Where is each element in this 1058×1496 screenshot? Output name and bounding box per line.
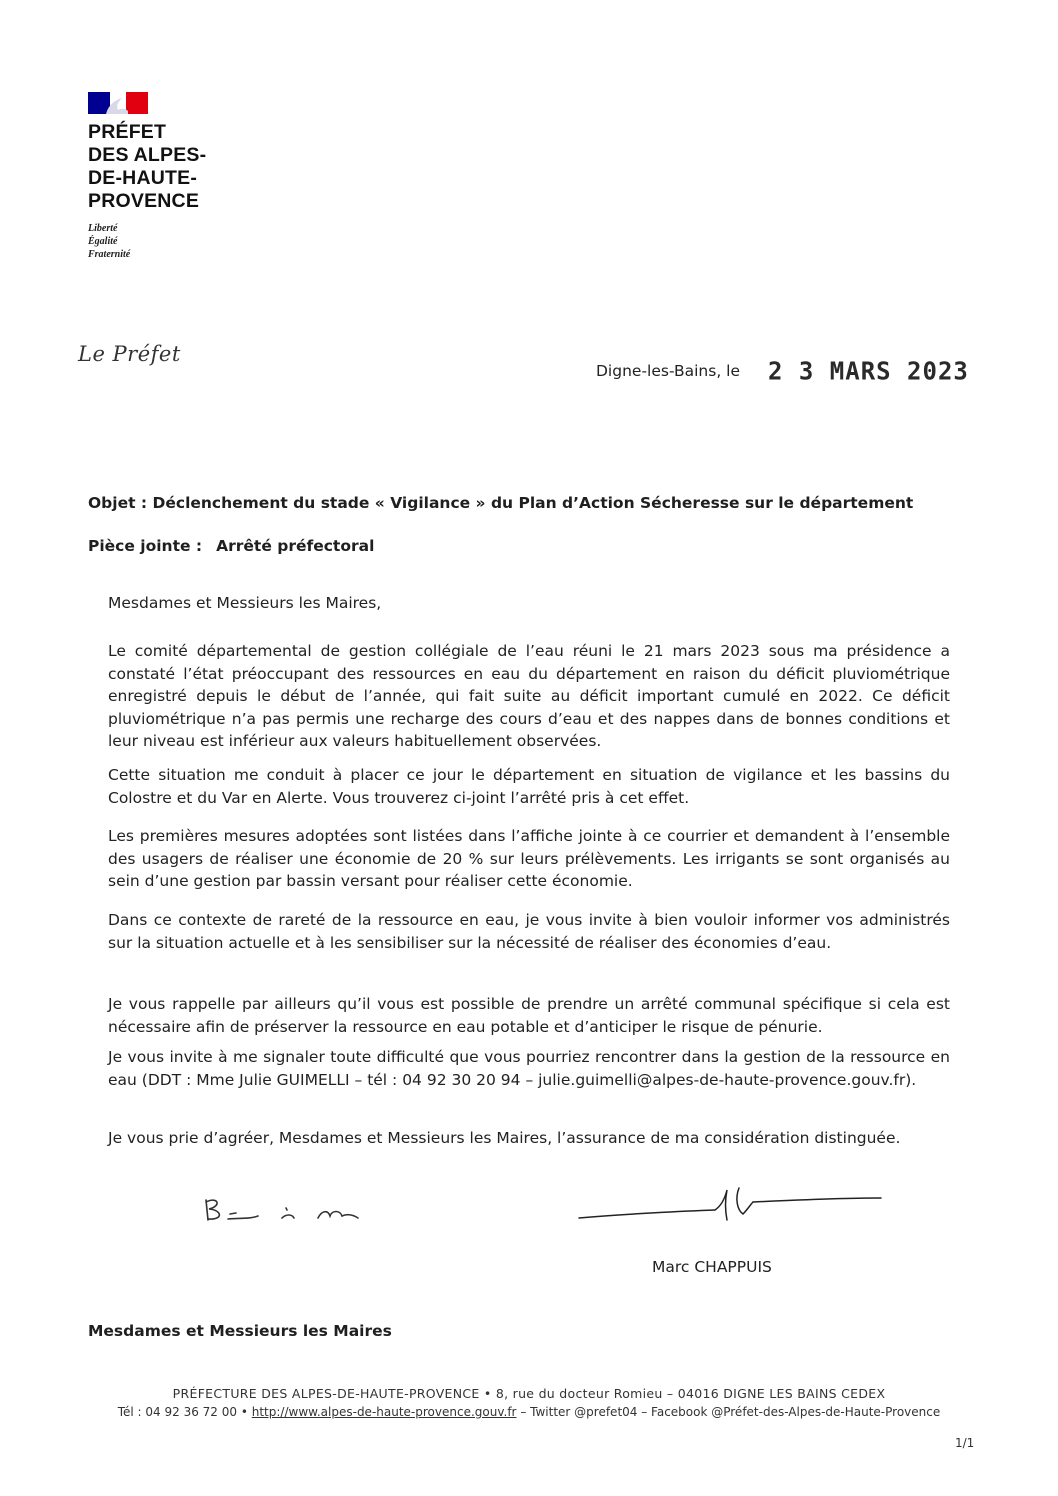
date-stamp: 2 3 MARS 2023 xyxy=(768,356,969,386)
body-paragraph: Je vous rappelle par ailleurs qu’il vous est possible de prendre un arrêté communal spécifique si cela est nécessaire afin de préserver la ressource en eau potable et d’anticiper le risque de pénurie. xyxy=(108,995,950,1036)
marianne-flag-logo xyxy=(88,92,148,114)
footer-website-link[interactable]: http://www.alpes-de-haute-provence.gouv.fr xyxy=(251,1405,517,1419)
footer-contact xyxy=(0,1405,1058,1419)
footer-address: PRÉFECTURE DES ALPES-DE-HAUTE-PROVENCE • 8, rue du docteur Romieu – 04016 DIGNE LES BAINS CEDEX xyxy=(172,1386,886,1401)
org-line: DES ALPES- xyxy=(88,144,207,166)
attachment-value: Arrêté préfectoral xyxy=(216,537,375,555)
prefecture-name xyxy=(88,121,206,213)
attachment-line xyxy=(88,537,374,555)
body-paragraph: Les premières mesures adoptées sont listées dans l’affiche jointe à ce courrier et demandent à l’ensemble des usagers de réaliser une économie de 20 % sur leurs prélèvements. Les irrigants se sont organisés au sein d’une gestion par bassin versant pour réaliser cette économie. xyxy=(108,827,950,890)
body-paragraph: Je vous invite à me signaler toute difficulté que vous pourriez rencontrer dans la gestion de la ressource en eau (DDT : Mme Julie GUIMELLI – tél : 04 92 30 20 94 – julie.guimelli@alpes-de-haute-provence.gouv.fr). xyxy=(108,1048,950,1089)
subject-line: Objet : Déclenchement du stade « Vigilance » du Plan d’Action Sécheresse sur le département xyxy=(88,494,914,512)
body-paragraph: Le comité départemental de gestion collégiale de l’eau réuni le 21 mars 2023 sous ma présidence a constaté l’état préoccupant des ressources en eau du département en raison du déficit pluviométrique enregistré depuis le début de l’année, qui fait suite au déficit important cumulé en 2022. Ce déficit pluviométrique n’a pas permis une recharge des cours d’eau et des nappes dans de bonnes conditions et leur niveau est inférieur aux valeurs habituellement observées. xyxy=(108,642,950,750)
motto-line: Liberté xyxy=(88,223,118,234)
footer-social: – Twitter @prefet04 – Facebook @Préfet-des-Alpes-de-Haute-Provence xyxy=(520,1405,941,1419)
place-label: Digne-les-Bains, le xyxy=(596,362,741,380)
motto-line: Fraternité xyxy=(88,249,131,260)
republic-motto xyxy=(88,222,130,261)
org-line: PROVENCE xyxy=(88,190,200,212)
signer-name: Marc CHAPPUIS xyxy=(652,1258,772,1276)
recipient-line: Mesdames et Messieurs les Maires xyxy=(88,1322,392,1340)
signature xyxy=(575,1184,885,1228)
org-line: PRÉFET xyxy=(88,121,167,143)
page-number: 1/1 xyxy=(955,1436,975,1450)
body-paragraph: Dans ce contexte de rareté de la ressource en eau, je vous invite à bien vouloir informer vos administrés sur la situation actuelle et à les sensibiliser sur la nécessité de réaliser des économies d’eau. xyxy=(108,911,950,952)
footer-tel: Tél : 04 92 36 72 00 • xyxy=(117,1405,248,1419)
handwritten-note xyxy=(200,1192,380,1228)
attachment-label: Pièce jointe : xyxy=(88,537,203,555)
body-paragraph: Je vous prie d’agréer, Mesdames et Messieurs les Maires, l’assurance de ma considération distinguée. xyxy=(108,1129,901,1147)
motto-line: Égalité xyxy=(88,236,118,247)
body-paragraph: Cette situation me conduit à placer ce jour le département en situation de vigilance et les bassins du Colostre et du Var en Alerte. Vous trouverez ci-joint l’arrêté pris à cet effet. xyxy=(108,766,950,807)
org-line: DE-HAUTE- xyxy=(88,167,198,189)
salutation: Mesdames et Messieurs les Maires, xyxy=(108,594,382,612)
sender-title: Le Préfet xyxy=(78,342,181,366)
